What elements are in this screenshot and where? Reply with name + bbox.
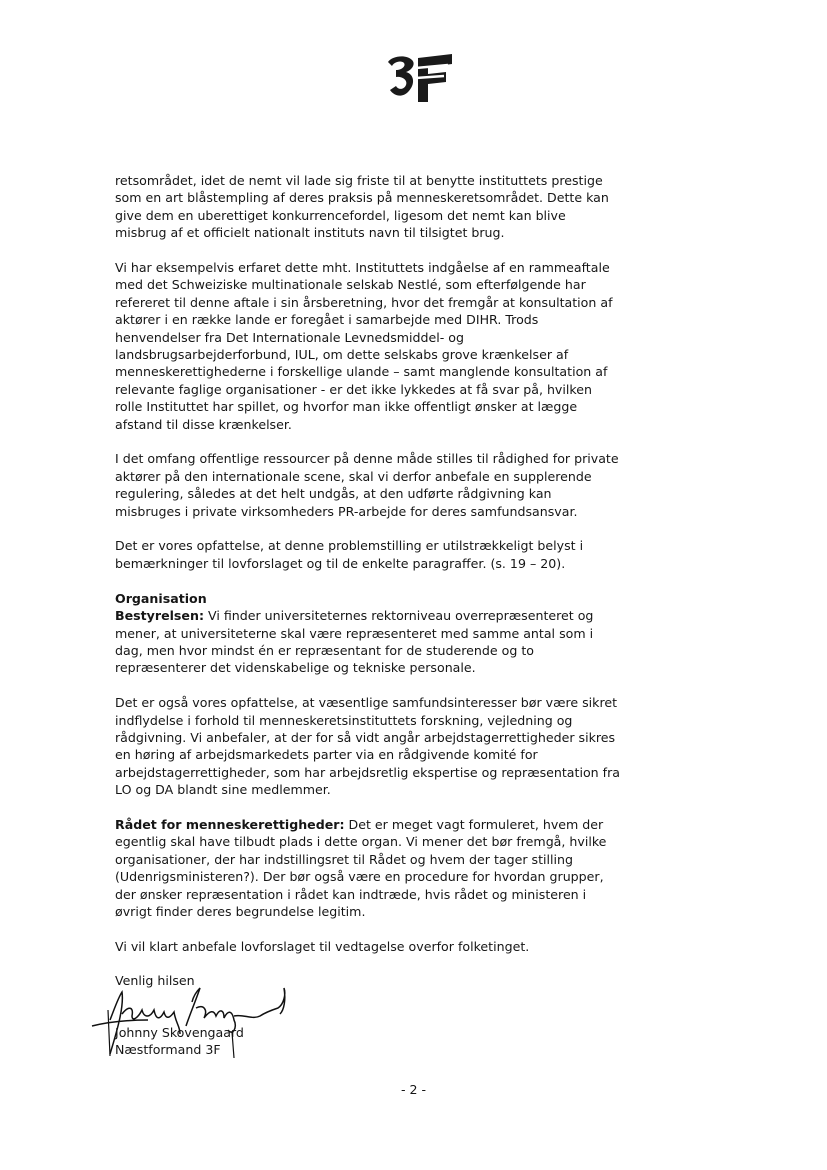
raadet-text: Det er meget vagt formuleret, hvem der egentlig skal have tilbudt plads i dette organ. Vi mener det bør fremgå, hvilke organisationer, der har indstillingsret til Rådet og hvem der tager stilling (Udenrigsministeren?). Der bør også være en procedure for hvordan grupper, der ønsker repræsentation i rådet kan indtræde, hvis rådet og ministeren i øvrigt finder deres begrundelse legitim. — [115, 816, 607, 919]
3f-logo-icon — [382, 52, 454, 104]
closing-greeting: Venlig hilsen — [115, 973, 195, 988]
paragraph-2: Vi har eksempelvis erfaret dette mht. Instituttets indgåelse af en rammeaftale med det Schweiziske multinationale selskab Nestlé, som efterfølgende har refereret til denne aftale i sin årsberetning, hvor det fremgår at konsultation af aktører i en række lande er foregået i samarbejde med DIHR. Trods henvendelser fra Det Internationale Levnedsmiddel- og landsbrugsarbejderforbund, IUL, om dette selskabs grove krænkelser af menneskerettighederne i forskellige ulande – samt manglende konsultation af relevante faglige organisationer - er det ikke lykkedes at få svar på, hvilken rolle Instituttet har spillet, og hvorfor man ikke offentligt ønsker at lægge afstand til disse krænkelser. — [115, 260, 613, 432]
paragraph-7 — [115, 816, 620, 920]
organisation-heading: Organisation — [115, 590, 207, 606]
signatory-title: Næstformand 3F — [115, 1042, 221, 1058]
paragraph-3: I det omfang offentlige ressourcer på denne måde stilles til rådighed for private aktører på den internationale scene, skal vi derfor anbefale en supplerende regulering, således at det helt undgås, at den udførte rådgivning kan misbruges i private virksomheders PR-arbejde for deres samfundsansvar. — [115, 451, 619, 519]
bestyrelsen-text: Vi finder universiteternes rektorniveau overrepræsenteret og mener, at universiteterne skal være repræsenteret med samme antal som i dag, men hvor mindst én er repræsentant for de studerende og to repræsenterer det videnskabelige og tekniske personale. — [115, 608, 594, 676]
paragraph-4: Det er vores opfattelse, at denne problemstilling er utilstrækkeligt belyst i bemærkninger til lovforslaget og til de enkelte paragraffer. (s. 19 – 20). — [115, 538, 584, 571]
raadet-label: Rådet for menneskerettigheder: — [115, 816, 345, 832]
signatory-block — [115, 1024, 244, 1059]
signatory-name: Johnny Skovengaard — [115, 1025, 244, 1040]
organisation-section — [115, 590, 620, 677]
bestyrelsen-label: Bestyrelsen: — [115, 608, 204, 624]
page-number: - 2 - — [400, 1082, 427, 1097]
paragraph-1: retsområdet, idet de nemt vil lade sig friste til at benytte instituttets prestige som en art blåstempling af deres praksis på menneskeretsområdet. Dette kan give dem en uberettiget konkurrencefordel, ligesom det nemt kan blive misbrug af et officielt nationalt instituts navn til tilsigtet brug. — [115, 173, 609, 241]
paragraph-6: Det er også vores opfattelse, at væsentlige samfundsinteresser bør være sikret indflydelse i forhold til menneskeretsinstituttets forskning, vejledning og rådgivning. Vi anbefaler, at der for så vidt angår arbejdstagerrettigheder sikres en høring af arbejdsmarkedets parter via en rådgivende komité for arbejdstagerrettigheder, som har arbejdsretlig ekspertise og repræsentation fra LO og DA blandt sine medlemmer. — [115, 695, 620, 798]
letter-body — [115, 172, 620, 973]
paragraph-8: Vi vil klart anbefale lovforslaget til vedtagelse overfor folketinget. — [115, 938, 530, 954]
